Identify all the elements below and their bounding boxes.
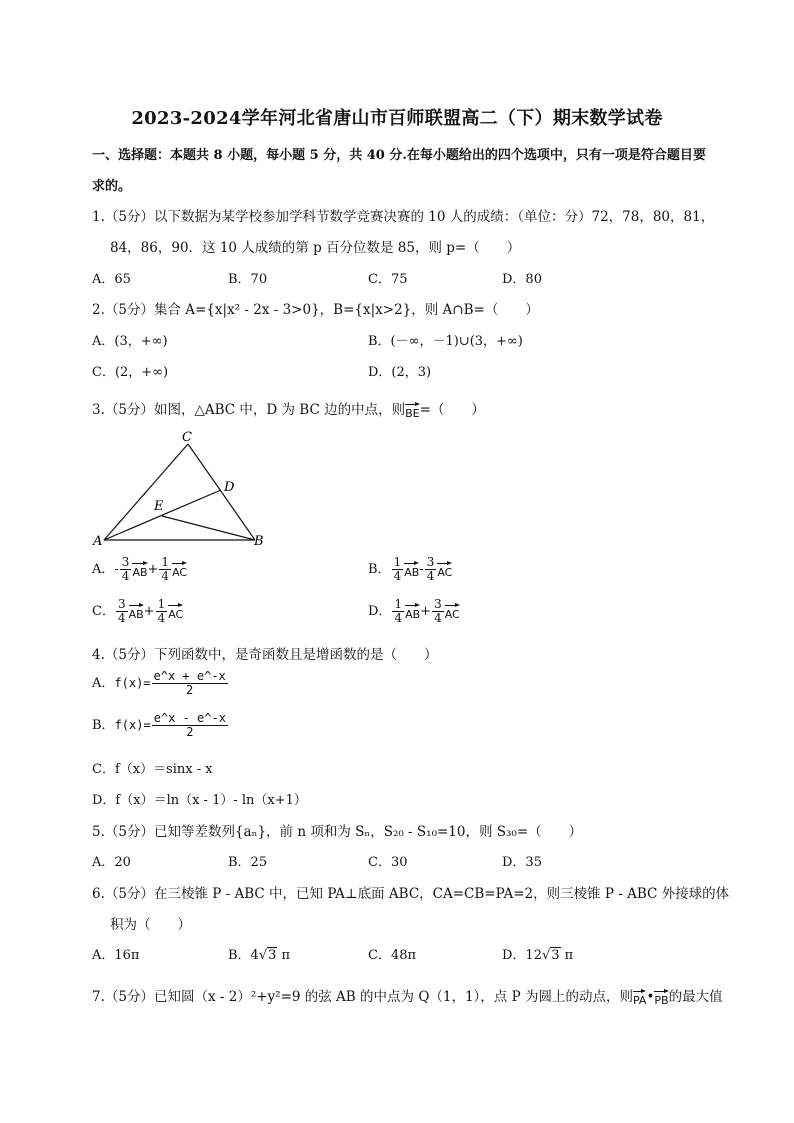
q5-option-b: B．25 bbox=[228, 855, 268, 870]
question-1-line1: 1.（5分）以下数据为某学校参加学科节数学竞赛决赛的 10 人的成绩：（单位：分）72，78，80，81， bbox=[92, 209, 715, 225]
q3-stem-text: 3.（5分）如图，△ABC 中，D 为 BC 边的中点，则 bbox=[92, 402, 406, 418]
q5-option-c: C．30 bbox=[368, 855, 408, 870]
question-2-stem: 2.（5分）集合 A={x|x² - 2x - 3>0}，B={x|x>2}，则 A∩B=（ ） bbox=[92, 302, 539, 318]
q3-option-c: C． $\frac{3}{4}$ AB+ $\frac{1}{4}$ AC bbox=[92, 597, 184, 625]
question-6-line1: 6.（5分）在三棱锥 P - ABC 中，已知 PA⊥底面 ABC，CA=CB=PA=2，则三棱锥 P - ABC 外接球的体 bbox=[92, 886, 730, 902]
label-d: D bbox=[224, 480, 235, 495]
segment-AD bbox=[104, 490, 221, 540]
q4-option-d: D．f（x）＝ln（x - 1）- ln（x+1） bbox=[92, 793, 307, 808]
q5-option-a: A．20 bbox=[92, 855, 131, 870]
q6-option-b: B．4√3 π bbox=[228, 948, 291, 963]
question-6-line2: 积为（ ） bbox=[110, 917, 191, 933]
q3-stem-tail: =（ ） bbox=[419, 402, 485, 418]
q1-option-d: D．80 bbox=[502, 272, 542, 287]
q3-option-d: D． $\frac{1}{4}$ AB+ $\frac{3}{4}$ AC bbox=[368, 597, 460, 625]
page-title: 2023-2024学年河北省唐山市百师联盟高二（下）期末数学试卷 bbox=[131, 108, 663, 129]
q4-option-b: B．f(x)= $\frac{e\^{}x - e\^{}-x}{2}$ bbox=[92, 711, 226, 739]
question-7-stem: 7.（5分）已知圆（x - 2）²+y²=9 的弦 AB 的中点为 Q（1，1），点 P 为圆上的动点，则PA•PB的最大值 bbox=[92, 989, 723, 1007]
section-heading-line2: 求的。 bbox=[92, 179, 132, 194]
q3-option-b: B． $\frac{1}{4}$ AB- $\frac{3}{4}$ AC bbox=[368, 555, 453, 583]
q5-option-d: D．35 bbox=[502, 855, 542, 870]
section-heading-line1: 一、选择题：本题共 8 小题，每小题 5 分，共 40 分.在每小题给出的四个选项中，只有一项是符合题目要 bbox=[92, 148, 706, 163]
q3-stem-vector: BE bbox=[405, 402, 420, 420]
q2-option-b: B．(－∞，－1)∪(3，+∞) bbox=[368, 334, 523, 349]
q2-option-d: D．(2，3) bbox=[368, 365, 432, 380]
label-c: C bbox=[182, 430, 192, 445]
q6-option-c: C．48π bbox=[368, 948, 417, 963]
triangle-figure bbox=[90, 428, 280, 550]
question-4-stem: 4.（5分）下列函数中，是奇函数且是增函数的是（ ） bbox=[92, 647, 438, 663]
q4-option-a: A．f(x)= $\frac{e\^{}x + e\^{}-x}{2}$ bbox=[92, 669, 226, 697]
question-3-stem bbox=[92, 398, 485, 420]
q1-option-a: A．65 bbox=[92, 272, 131, 287]
label-e: E bbox=[154, 499, 164, 514]
side-AC bbox=[104, 444, 188, 540]
question-5-stem: 5.（5分）已知等差数列{aₙ}，前 n 项和为 Sₙ，S₂₀ - S₁₀=10，则 S₃₀=（ ） bbox=[92, 824, 583, 840]
q1-option-b: B．70 bbox=[228, 272, 268, 287]
q6-option-a: A．16π bbox=[92, 948, 140, 963]
label-a: A bbox=[93, 534, 103, 549]
q3-option-a: A．- $\frac{3}{4}$ AB+ $\frac{1}{4}$ AC bbox=[92, 555, 188, 583]
q2-option-a: A．(3，+∞) bbox=[92, 334, 168, 349]
q6-option-d: D．12√3 π bbox=[502, 948, 574, 963]
q2-option-c: C．(2，+∞) bbox=[92, 365, 169, 380]
question-1-line2: 84，86，90．这 10 人成绩的第 p 百分位数是 85，则 p=（ ） bbox=[110, 240, 521, 256]
q1-option-c: C．75 bbox=[368, 272, 408, 287]
q4-option-c: C．f（x）＝sinx - x bbox=[92, 762, 213, 777]
label-b: B bbox=[254, 534, 264, 549]
